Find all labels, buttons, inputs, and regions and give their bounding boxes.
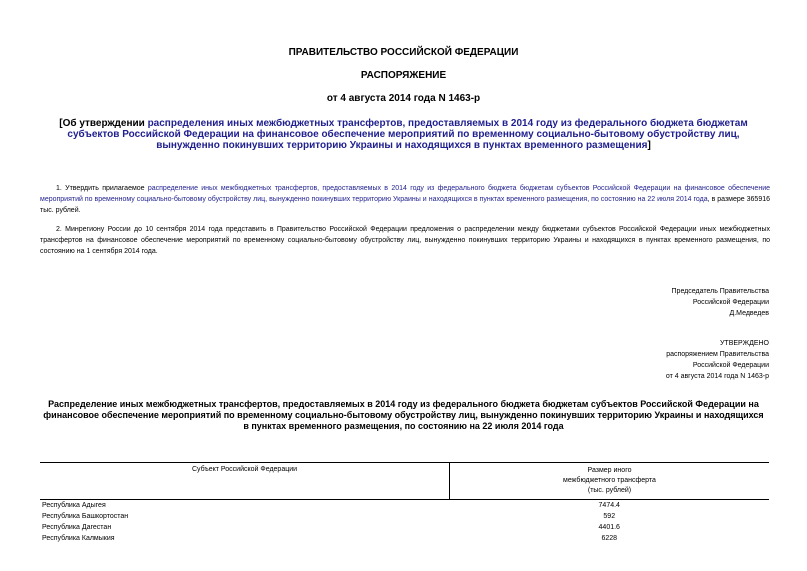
signature-block xyxy=(672,286,769,319)
paragraph-2: 2. Минрегиону России до 10 сентября 2014 года представить в Правительство Российской Федерации предложения о распределении между бюджетами субъектов Российской Федерации иных межбюджетных трансфертов на финансовое обеспечение мероприятий по временному социально-бытовому обустройству лиц, вынужденно покинувших территорию Украины и находящихся в пунктах временного размещения, по состоянию на 1 сентября 2014 года. xyxy=(40,226,770,255)
row-amount: 7474.4 xyxy=(598,502,620,509)
title-link[interactable]: распределения иных межбюджетных трансфертов, предоставляемых в 2014 году из федерального бюджета бюджетам субъектов Российской Федерации на финансовое обеспечение мероприятий по временному социально-бытовому обустройству лиц, вынужденно покинувших территорию Украины и находящихся в пунктах временного размещения xyxy=(67,118,748,151)
table-row xyxy=(40,533,769,544)
row-subject: Республика Адыгея xyxy=(42,502,106,509)
amount-header-line-3: (тыс. рублей) xyxy=(587,487,632,494)
row-amount: 6228 xyxy=(601,535,618,542)
title-suffix: ] xyxy=(647,140,651,151)
amount-header-line-1: Размер иного xyxy=(587,467,632,474)
approval-line-1: УТВЕРЖДЕНО xyxy=(719,340,769,347)
amount-header-line-2: межбюджетного трансферта xyxy=(563,477,656,484)
date-number: от 4 августа 2014 года N 1463-р xyxy=(326,93,481,104)
approval-line-3: Российской Федерации xyxy=(692,362,769,369)
document-title xyxy=(40,118,767,151)
signature-line-2: Российской Федерации xyxy=(692,299,769,306)
table-row xyxy=(40,511,769,522)
row-subject: Республика Дагестан xyxy=(42,524,112,531)
signature-line-3: Д.Медведев xyxy=(729,310,769,317)
table-row xyxy=(40,500,769,512)
annex-title: Распределение иных межбюджетных трансфертов, предоставляемых в 2014 году из федерального бюджета бюджетам субъектов Российской Федерации на финансовое обеспечение мероприятий по временному социально-бытовому обустройству лиц, вынужденно покинувших территорию Украины и находящихся в пунктах временного размещения, по состоянию на 22 июля 2014 года xyxy=(43,399,764,431)
title-prefix: [Об утверждении xyxy=(59,118,148,129)
p1-prefix: 1. Утвердить прилагаемое xyxy=(56,185,148,192)
row-amount: 4401.6 xyxy=(598,524,620,531)
paragraph-1 xyxy=(40,183,770,216)
p1-link[interactable]: распределение иных межбюджетных трансфертов, предоставляемых в 2014 году из федерального бюджета бюджетам субъектов Российской Федерации на финансовое обеспечение мероприятий по временному социально-бытовому обустройству лиц, вынужденно покинувших территорию Украины и находящихся в пунктах временного размещения, по состоянию на 22 июля 2014 года xyxy=(40,185,770,203)
signature-line-1: Председатель Правительства xyxy=(671,288,769,295)
doc-type-heading: РАСПОРЯЖЕНИЕ xyxy=(360,70,447,81)
table-row xyxy=(40,522,769,533)
approval-line-2: распоряжением Правительства xyxy=(666,351,769,358)
column-header-subject: Субъект Российской Федерации xyxy=(40,463,450,500)
column-header-amount xyxy=(450,463,770,500)
table-header-row xyxy=(40,463,769,500)
row-subject: Республика Калмыкия xyxy=(42,535,115,542)
distribution-table xyxy=(40,462,769,544)
approval-line-4: от 4 августа 2014 года N 1463-р xyxy=(665,373,769,380)
approval-block xyxy=(666,338,769,382)
government-heading: ПРАВИТЕЛЬСТВО РОССИЙСКОЙ ФЕДЕРАЦИИ xyxy=(288,47,519,58)
p1-suffix: , в размере 365916 тыс. рублей. xyxy=(40,196,771,214)
row-amount: 592 xyxy=(603,513,616,520)
row-subject: Республика Башкортостан xyxy=(42,513,129,520)
